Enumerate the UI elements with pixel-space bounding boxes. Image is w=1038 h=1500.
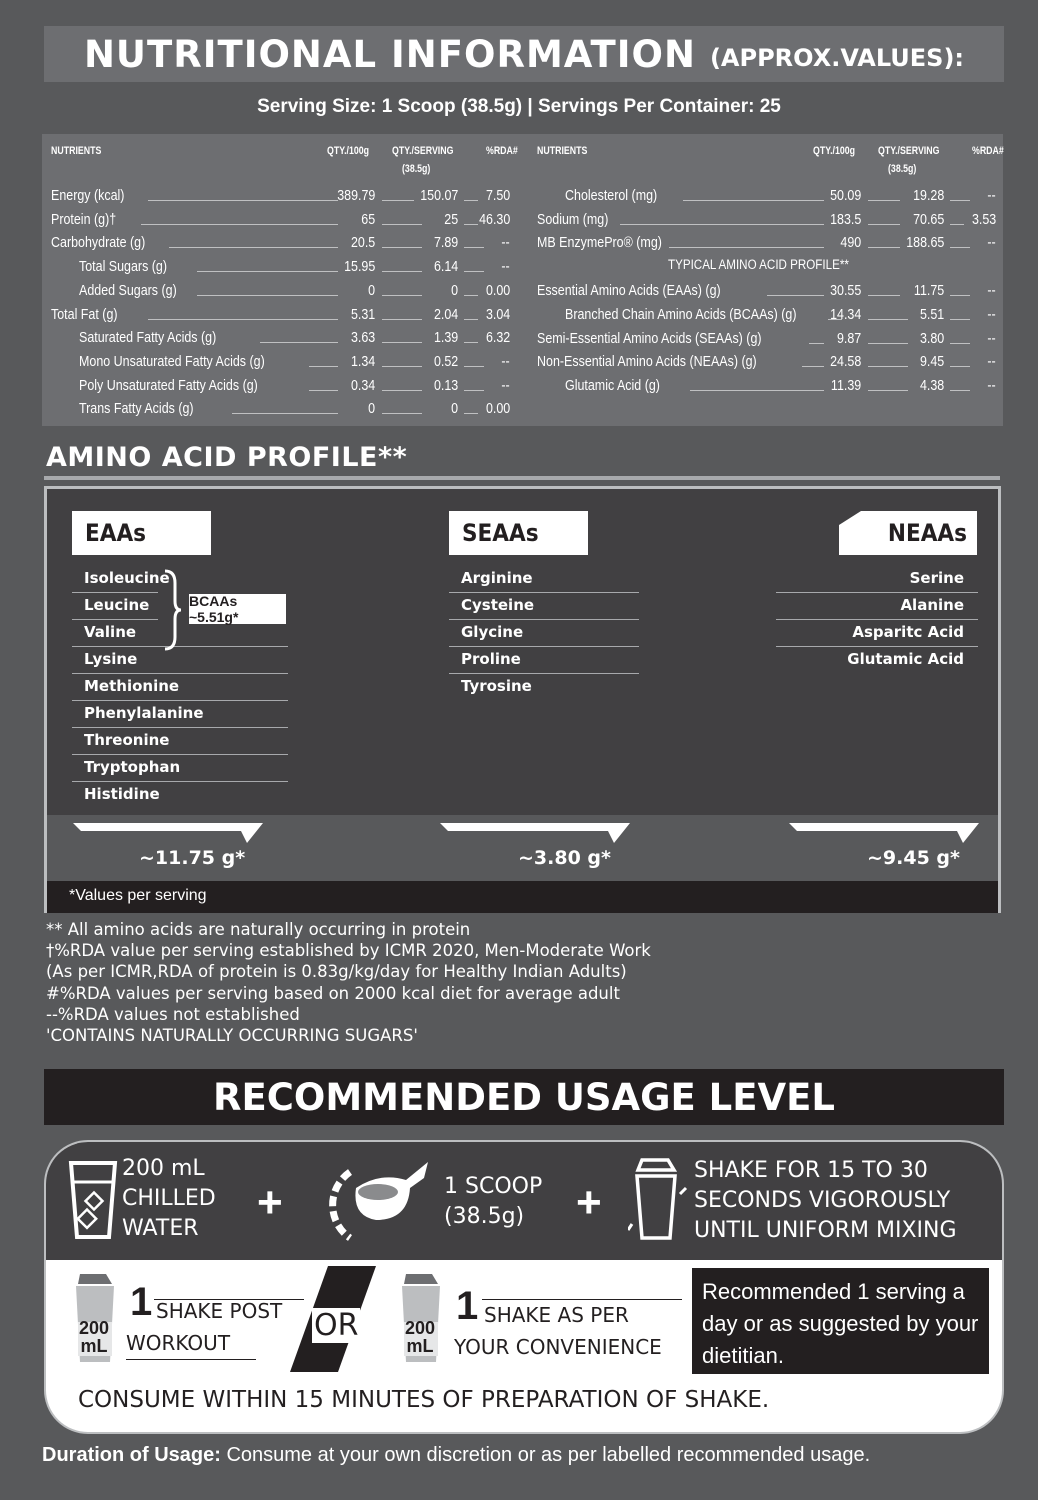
plus-sign: +	[576, 1178, 602, 1227]
column-header: QTY./SERVING	[392, 145, 454, 157]
arrow-shape	[789, 823, 979, 845]
usage-steps	[46, 1142, 1004, 1260]
leader-line	[683, 200, 824, 201]
qty-per-100g: 5.31	[350, 306, 375, 323]
amino-profile-title: AMINO ACID PROFILE**	[46, 442, 408, 473]
column-header: %RDA#	[486, 145, 518, 157]
rda-percent: --	[987, 377, 996, 394]
nutrient-name: Protein (g)†	[51, 211, 117, 228]
consume-notice: CONSUME WITHIN 15 MINUTES OF PREPARATION OF SHAKE.	[78, 1387, 770, 1413]
title-bar	[44, 26, 1004, 82]
nutrition-row	[528, 374, 998, 394]
nutrition-row	[42, 255, 512, 275]
rda-percent: --	[501, 259, 510, 276]
nutrition-row	[528, 350, 998, 370]
leader-line	[141, 224, 338, 225]
qty-per-serving: 11.75	[913, 283, 944, 300]
amino-acid-item: Lysine	[84, 650, 138, 668]
nutrition-row	[42, 184, 512, 204]
leader-line	[148, 319, 338, 320]
qty-per-100g: 0.34	[350, 377, 375, 394]
amino-acid-item: Glycine	[461, 623, 524, 641]
nutrition-row	[528, 327, 998, 347]
amino-acid-item: Arginine	[461, 569, 533, 587]
bottle-label	[404, 1319, 436, 1355]
nutrition-row	[528, 184, 998, 204]
nutrition-row	[528, 208, 998, 228]
leader-line	[197, 271, 338, 272]
footnote: ** All amino acids are naturally occurring in protein	[46, 920, 471, 939]
rda-percent: --	[987, 235, 996, 252]
column-header: %RDA#	[972, 145, 1004, 157]
footnote: †%RDA value per serving established by ICMR 2020, Men-Moderate Work	[46, 941, 651, 961]
column-header: NUTRIENTS	[51, 145, 102, 157]
rda-percent: --	[987, 354, 996, 371]
leader-line	[868, 319, 908, 320]
nutrition-row	[42, 350, 512, 370]
rda-percent: 46.30	[478, 211, 510, 228]
rda-percent: --	[501, 235, 510, 252]
option2-line2: YOUR CONVENIENCE	[454, 1335, 662, 1359]
nutrient-name: Branched Chain Amino Acids (BCAAs) (g)	[565, 306, 797, 323]
footnote: (As per ICMR,RDA of protein is 0.83g/kg/day for Healthy Indian Adults)	[46, 962, 627, 982]
leader-line	[950, 247, 970, 248]
leader-line	[464, 390, 484, 391]
nutrient-name: Non-Essential Amino Acids (NEAAs) (g)	[537, 354, 757, 371]
qty-per-100g: 30.55	[829, 283, 861, 300]
serving-info: Serving Size: 1 Scoop (38.5g) | Servings Per Container: 25	[257, 96, 781, 117]
qty-per-100g: 50.09	[829, 188, 861, 204]
neaas-tag: NEAAs	[887, 519, 967, 547]
eaas-total: ~11.75 g*	[139, 847, 246, 869]
leader-line	[309, 390, 338, 391]
amino-acid-item: Cysteine	[461, 596, 535, 614]
qty-per-100g: 1.34	[350, 353, 375, 370]
leader-line	[464, 247, 484, 248]
column-header: (38.5g)	[888, 163, 917, 175]
rda-percent: 0.00	[485, 401, 510, 418]
amino-acid-item: Isoleucine	[84, 569, 170, 587]
leader-line	[382, 224, 422, 225]
leader-line	[868, 224, 900, 225]
duration-of-usage	[42, 1444, 870, 1467]
option1-number: 1	[130, 1280, 153, 1324]
nutrition-row	[42, 208, 512, 228]
nutrient-name: Carbohydrate (g)	[51, 235, 146, 252]
values-note-bar	[47, 881, 998, 913]
nutrient-name: Added Sugars (g)	[79, 282, 177, 299]
eaas-tag: EAAs	[72, 511, 211, 555]
nutrition-row	[42, 279, 512, 299]
shake-line: SHAKE FOR 15 TO 30	[694, 1158, 928, 1183]
bottle-label-unit: mL	[80, 1336, 108, 1356]
rda-percent: 3.04	[485, 306, 510, 323]
page-subtitle: (APPROX.VALUES):	[709, 44, 965, 72]
leader-line	[868, 247, 900, 248]
nutrient-name: Poly Unsaturated Fatty Acids (g)	[79, 377, 258, 394]
leader-line	[802, 366, 824, 367]
amino-acid-item: Tyrosine	[461, 677, 532, 695]
water-amount: 200 mL	[122, 1156, 205, 1181]
qty-per-serving: 19.28	[912, 188, 944, 204]
water-text	[122, 1154, 216, 1244]
amino-acid-item: Valine	[84, 623, 137, 641]
usage-title-bar	[44, 1069, 1004, 1125]
amino-acid-item: Threonine	[84, 731, 170, 749]
qty-per-100g: 15.95	[343, 259, 375, 276]
leader-line	[868, 366, 908, 367]
divider	[44, 476, 1000, 480]
leader-line	[868, 390, 908, 391]
nutrition-row	[528, 303, 998, 323]
amino-acid-item: Histidine	[84, 785, 160, 803]
amino-subheading: TYPICAL AMINO ACID PROFILE**	[668, 257, 849, 273]
bottle-label	[78, 1319, 110, 1355]
leader-line	[382, 200, 414, 201]
qty-per-100g: 0	[368, 401, 375, 418]
qty-per-serving: 0	[451, 401, 458, 418]
qty-per-100g: 24.58	[829, 354, 861, 371]
leader-line	[868, 343, 908, 344]
column-header: NUTRIENTS	[537, 145, 588, 157]
qty-per-100g: 65	[361, 211, 375, 228]
footnote: 'CONTAINS NATURALLY OCCURRING SUGARS'	[46, 1026, 418, 1046]
nutrition-table	[42, 134, 1003, 426]
leader-line	[464, 295, 478, 296]
bottle-label-amount: 200	[78, 1318, 110, 1338]
leader-line	[950, 343, 970, 344]
seaas-tag: SEAAs	[449, 511, 588, 555]
leader-line	[464, 200, 478, 201]
amino-acid-item: Alanine	[900, 596, 964, 614]
qty-per-100g: 3.63	[350, 330, 375, 347]
nutrition-row	[42, 231, 512, 251]
leader-line	[950, 200, 970, 201]
bottle-label-unit: mL	[406, 1336, 434, 1356]
scoop-icon	[320, 1158, 430, 1250]
or-label: OR	[314, 1308, 359, 1343]
amino-acid-item: Phenylalanine	[84, 704, 204, 722]
column-header: QTY./100g	[327, 145, 370, 157]
leader-line	[382, 319, 422, 320]
leader-line	[868, 200, 900, 201]
leader-line	[767, 295, 824, 296]
rda-percent: 6.32	[485, 330, 510, 347]
arrow-shape	[440, 823, 630, 845]
bcaa-brace-icon	[161, 569, 183, 651]
nutrient-name: Cholesterol (mg)	[565, 188, 658, 204]
plus-sign: +	[257, 1178, 283, 1227]
neaas-total: ~9.45 g*	[867, 847, 960, 869]
leader-line	[260, 342, 338, 343]
leader-line	[464, 366, 484, 367]
nutrition-row	[42, 303, 512, 323]
leader-line	[464, 342, 478, 343]
rda-percent: --	[501, 353, 510, 370]
option2-number: 1	[456, 1284, 479, 1328]
leader-line	[809, 343, 824, 344]
footnotes	[46, 919, 651, 1046]
water-line: WATER	[122, 1216, 199, 1241]
nutrient-name: Essential Amino Acids (EAAs) (g)	[537, 283, 721, 300]
water-glass-icon	[68, 1160, 118, 1240]
option1-line1: SHAKE POST	[156, 1299, 283, 1323]
qty-per-100g: 14.34	[829, 306, 861, 323]
qty-per-100g: 0	[368, 282, 375, 299]
nutrient-name: Total Fat (g)	[51, 306, 118, 323]
shake-line: UNTIL UNIFORM MIXING	[694, 1218, 957, 1243]
scoop-weight: (38.5g)	[444, 1204, 525, 1229]
leader-line	[464, 319, 478, 320]
qty-per-serving: 0.52	[433, 353, 458, 370]
leader-line	[690, 390, 824, 391]
rda-percent: 0.00	[485, 282, 510, 299]
nutrient-name: Total Sugars (g)	[79, 259, 168, 276]
water-line: CHILLED	[122, 1186, 216, 1211]
qty-per-serving: 25	[444, 211, 458, 228]
amino-profile-panel	[44, 486, 1001, 913]
rda-percent: --	[987, 188, 996, 204]
leader-line	[382, 247, 422, 248]
nutrition-row	[528, 279, 998, 299]
footnote: --%RDA values not established	[46, 1004, 300, 1024]
amino-acid-item: Asparitc Acid	[852, 623, 964, 641]
leader-line	[169, 247, 338, 248]
qty-per-100g: 389.79	[336, 188, 375, 204]
nutrient-name: Saturated Fatty Acids (g)	[79, 330, 217, 347]
column-header: QTY./100g	[813, 145, 856, 157]
nutrient-name: Mono Unsaturated Fatty Acids (g)	[79, 353, 265, 370]
rda-percent: --	[987, 330, 996, 347]
rda-percent: 7.50	[485, 188, 510, 204]
qty-per-serving: 9.45	[919, 354, 944, 371]
leader-line	[669, 247, 824, 248]
duration-label: Duration of Usage:	[42, 1444, 221, 1466]
leader-line	[148, 200, 338, 201]
qty-per-100g: 9.87	[836, 330, 861, 347]
nutrition-row	[42, 326, 512, 346]
qty-per-serving: 7.89	[433, 235, 458, 252]
amino-acid-item: Methionine	[84, 677, 180, 695]
page-title: NUTRITIONAL INFORMATION	[83, 32, 696, 76]
qty-per-serving: 0	[451, 282, 458, 299]
amino-acid-item: Glutamic Acid	[847, 650, 964, 668]
qty-per-100g: 183.5	[829, 211, 861, 228]
leader-line	[868, 295, 900, 296]
leader-line	[382, 295, 422, 296]
qty-per-serving: 70.65	[912, 211, 944, 228]
shaker-icon	[628, 1154, 688, 1246]
nutrient-name: Energy (kcal)	[51, 188, 125, 204]
nutrient-name: Sodium (mg)	[537, 211, 609, 228]
nutrient-name: Glutamic Acid (g)	[565, 377, 660, 394]
rda-percent: --	[501, 377, 510, 394]
leader-line	[950, 295, 970, 296]
leader-line	[382, 366, 422, 367]
nutrition-row	[42, 397, 512, 417]
amino-acid-item: Proline	[461, 650, 521, 668]
usage-title: RECOMMENDED USAGE LEVEL	[212, 1075, 836, 1119]
bottle-label-amount: 200	[404, 1318, 436, 1338]
qty-per-serving: 6.14	[433, 259, 458, 276]
qty-per-serving: 188.65	[905, 235, 944, 252]
divider	[126, 1359, 256, 1360]
nutrition-row	[528, 231, 998, 251]
scoop-amount: 1 SCOOP	[444, 1174, 543, 1199]
qty-per-100g: 20.5	[350, 235, 375, 252]
option2-line1: SHAKE AS PER	[484, 1303, 629, 1327]
qty-per-serving: 2.04	[433, 306, 458, 323]
nutrient-name: Trans Fatty Acids (g)	[79, 401, 194, 418]
leader-line	[950, 224, 964, 225]
option1-line2: WORKOUT	[126, 1331, 231, 1355]
leader-line	[464, 413, 478, 414]
rda-percent: --	[987, 283, 996, 300]
leader-line	[950, 390, 970, 391]
leader-line	[620, 224, 824, 225]
footnote: #%RDA values per serving based on 2000 kcal diet for average adult	[46, 983, 620, 1003]
leader-line	[950, 319, 970, 320]
nutrient-name: Semi-Essential Amino Acids (SEAAs) (g)	[537, 330, 762, 347]
bcaa-tag: BCAAs ~5.51g*	[189, 594, 286, 624]
column-header: (38.5g)	[402, 163, 431, 175]
values-note: *Values per serving	[69, 887, 207, 904]
qty-per-serving: 1.39	[433, 330, 458, 347]
qty-per-100g: 11.39	[830, 377, 861, 394]
qty-per-serving: 4.38	[919, 377, 944, 394]
usage-card	[44, 1140, 1004, 1434]
qty-per-100g: 490	[840, 235, 861, 252]
qty-per-serving: 150.07	[419, 188, 458, 204]
leader-line	[382, 271, 422, 272]
shake-text	[694, 1156, 957, 1246]
leader-line	[464, 271, 484, 272]
leader-line	[382, 413, 422, 414]
qty-per-serving: 0.13	[433, 377, 458, 394]
qty-per-serving: 3.80	[919, 330, 944, 347]
leader-line	[950, 366, 970, 367]
leader-line	[382, 342, 422, 343]
leader-line	[309, 366, 338, 367]
leader-line	[232, 413, 338, 414]
column-header: QTY./SERVING	[878, 145, 940, 157]
nutrition-row	[42, 374, 512, 394]
leader-line	[197, 295, 338, 296]
seaas-total: ~3.80 g*	[518, 847, 611, 869]
leader-line	[464, 224, 478, 225]
arrow-shape	[73, 823, 263, 845]
amino-acid-item: Serine	[909, 569, 964, 587]
amino-acid-item: Leucine	[84, 596, 150, 614]
duration-text: Consume at your own discretion or as per labelled recommended usage.	[220, 1444, 871, 1466]
qty-per-serving: 5.51	[919, 306, 944, 323]
amino-acid-item: Tryptophan	[84, 758, 181, 776]
recommendation-note: Recommended 1 serving a day or as suggested by your dietitian.	[687, 1268, 989, 1374]
totals-band	[47, 815, 998, 881]
nutrient-name: MB EnzymePro® (mg)	[537, 235, 662, 252]
shake-line: SECONDS VIGOROUSLY	[694, 1188, 951, 1213]
rda-percent: --	[987, 306, 996, 323]
rda-percent: 3.53	[971, 211, 996, 228]
scoop-text	[444, 1172, 542, 1232]
leader-line	[382, 390, 422, 391]
